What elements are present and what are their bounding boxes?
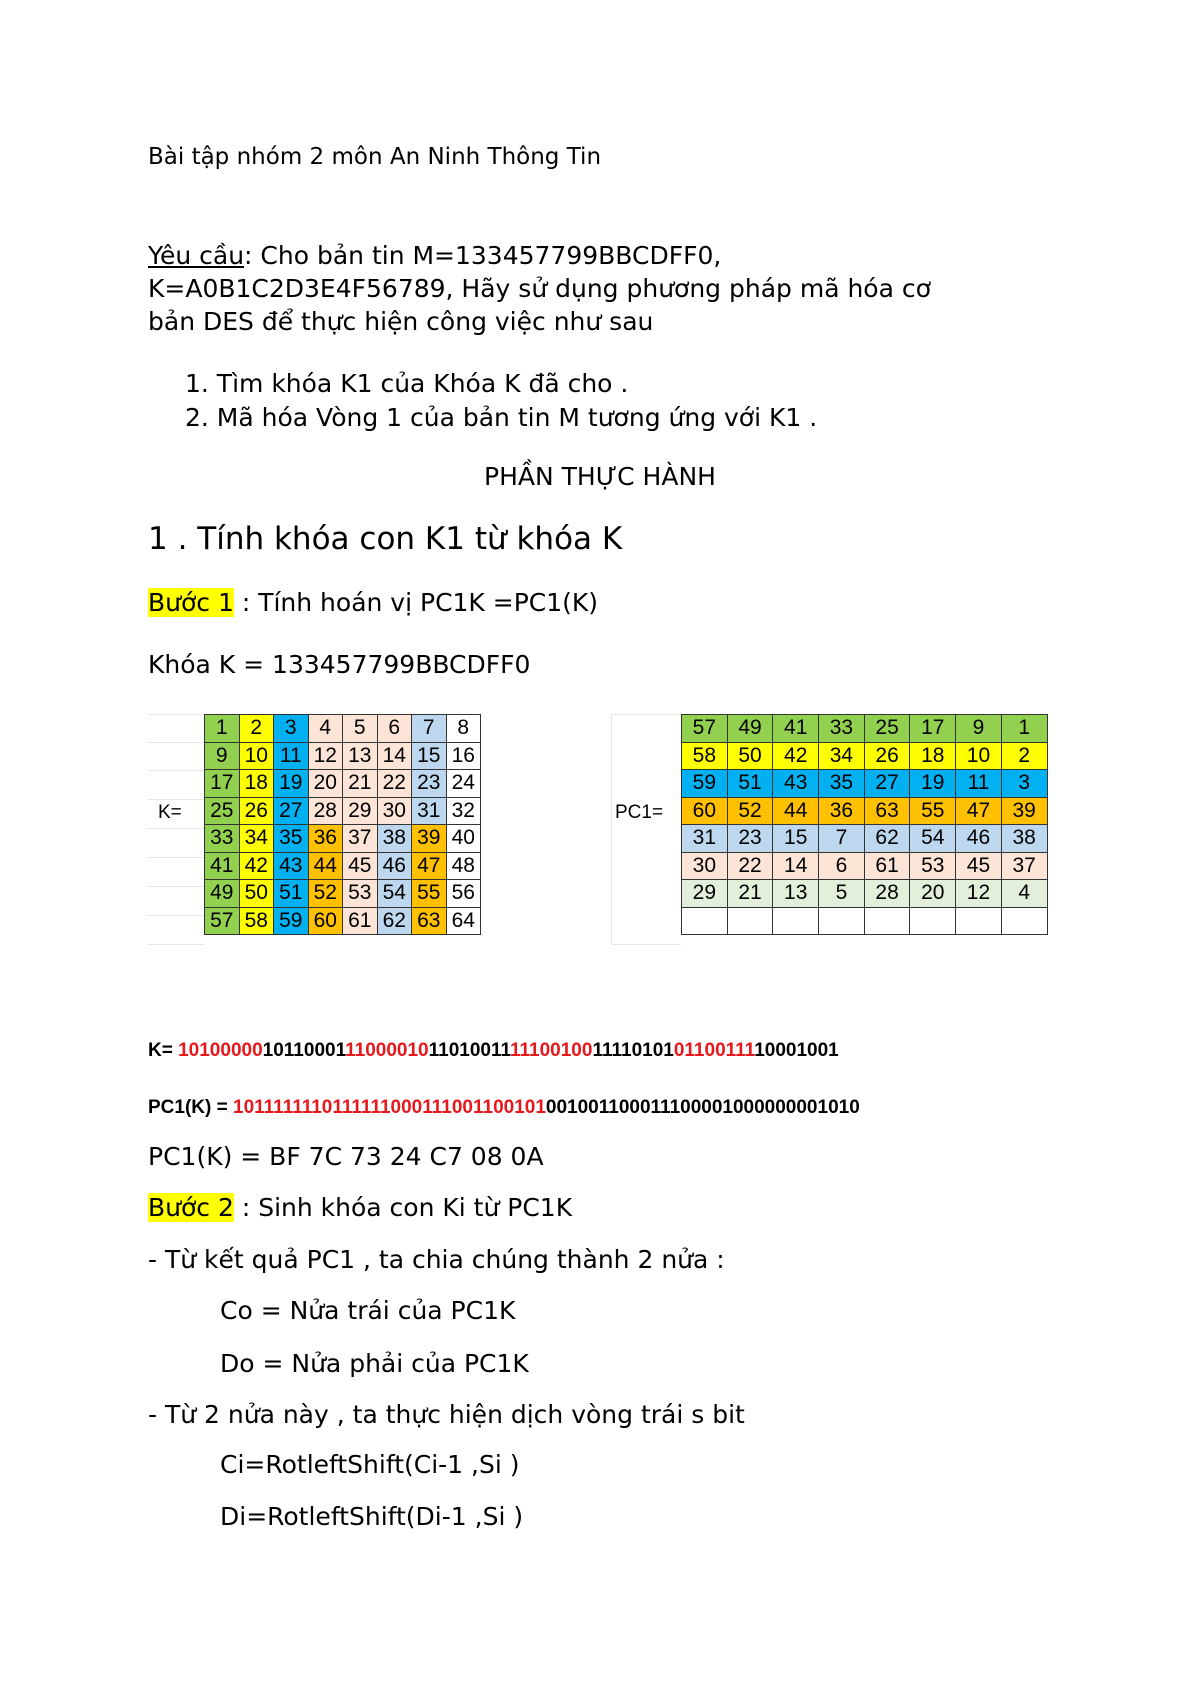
- pc1-table-cell: 38: [1001, 825, 1047, 853]
- k-table-cell: 16: [446, 742, 481, 770]
- k-table-cell: 40: [446, 825, 481, 853]
- k-binary-segment: 10001001: [754, 1040, 839, 1061]
- k-table-cell: 28: [308, 797, 343, 825]
- pc1-table-cell: 44: [773, 797, 819, 825]
- pc1-table-cell: 18: [910, 742, 956, 770]
- table-row: [682, 715, 1048, 743]
- k-table-cell: 56: [446, 880, 481, 908]
- k-table-label: K=: [158, 802, 182, 823]
- k-table-cell: 38: [377, 825, 412, 853]
- pc1-table-cell: 30: [682, 852, 728, 880]
- k-table-cell: 20: [308, 770, 343, 798]
- pc1-table-cell: 5: [819, 880, 865, 908]
- pc1-table-cell: 23: [727, 825, 773, 853]
- k-binary-segment: 10110001: [262, 1040, 346, 1061]
- pc1-table-label: PC1=: [615, 802, 664, 823]
- k-table-cell: 32: [446, 797, 481, 825]
- pc1-table-cell: 17: [910, 715, 956, 743]
- k-table-cell: 13: [343, 742, 378, 770]
- k-table-cell: 48: [446, 852, 481, 880]
- pc1-table-cell: [682, 907, 728, 935]
- k-table-cell: 58: [239, 907, 274, 935]
- pc1-table-cell: 37: [1001, 852, 1047, 880]
- pc1-table-cell: 60: [682, 797, 728, 825]
- k-table-cell: 37: [343, 825, 378, 853]
- table-row: [205, 880, 481, 908]
- k-table-cell: 43: [274, 852, 309, 880]
- pc1-table-cell: 26: [864, 742, 910, 770]
- k-binary-segment: 01100111: [673, 1040, 755, 1061]
- step-1-text: : Tính hoán vị PC1K =PC1(K): [233, 588, 599, 617]
- k-table-cell: 18: [239, 770, 274, 798]
- k-table-cell: 5: [343, 715, 378, 743]
- k-table-cell: 47: [412, 852, 447, 880]
- table-row: [205, 907, 481, 935]
- pc1-table-cell: 45: [956, 852, 1002, 880]
- ci-formula: Ci=RotleftShift(Ci-1 ,Si ): [220, 1450, 520, 1479]
- k-table-cell: 2: [239, 715, 274, 743]
- pc1-table-cell: 19: [910, 770, 956, 798]
- pc1-table-cell: 2: [1001, 742, 1047, 770]
- pc1-table-cell: 33: [819, 715, 865, 743]
- k-binary-line: [148, 1040, 839, 1062]
- k-table-cell: 42: [239, 852, 274, 880]
- table-row: [205, 715, 481, 743]
- pc1-binary-line: [148, 1097, 860, 1119]
- pc1-table-cell: [956, 907, 1002, 935]
- pc1-table-cell: 58: [682, 742, 728, 770]
- k-table-cell: 31: [412, 797, 447, 825]
- k-table-cell: 23: [412, 770, 447, 798]
- table-row: [205, 825, 481, 853]
- k-table-cell: 10: [239, 742, 274, 770]
- k-table-cell: 59: [274, 907, 309, 935]
- k-table-cell: 17: [205, 770, 240, 798]
- pc1-table-cell: 59: [682, 770, 728, 798]
- k-table-cell: 25: [205, 797, 240, 825]
- k-table-cell: 11: [274, 742, 309, 770]
- table-row: [682, 825, 1048, 853]
- k-table-cell: 35: [274, 825, 309, 853]
- shift-intro: - Từ 2 nửa này , ta thực hiện dịch vòng trái s bit: [148, 1400, 745, 1429]
- requirement-text-1: : Cho bản tin M=133457799BBCDFF0,: [244, 241, 722, 270]
- table-row: [205, 852, 481, 880]
- pc1-table-cell: 39: [1001, 797, 1047, 825]
- pc1-table-cell: 7: [819, 825, 865, 853]
- k-table-cell: 46: [377, 852, 412, 880]
- k-binary-segment: 11000010: [345, 1040, 429, 1061]
- k-table-cell: 6: [377, 715, 412, 743]
- k-table-cell: 36: [308, 825, 343, 853]
- sheet-gridline: [148, 857, 204, 858]
- k-binary-segment: 11010011: [428, 1040, 510, 1061]
- k-table-cell: 61: [343, 907, 378, 935]
- k-table-cell: 63: [412, 907, 447, 935]
- k-position-table: [204, 714, 481, 935]
- k-table-cell: 15: [412, 742, 447, 770]
- step-1-line: [148, 588, 598, 617]
- requirement-line-2: K=A0B1C2D3E4F56789, Hãy sử dụng phương pháp mã hóa cơ: [148, 274, 931, 303]
- requirement-label: Yêu cầu: [148, 241, 245, 270]
- pc1-table-cell: 54: [910, 825, 956, 853]
- k-table-cell: 8: [446, 715, 481, 743]
- k-binary-segment: 11100100: [510, 1040, 593, 1061]
- k-table-cell: 53: [343, 880, 378, 908]
- k-table-cell: 52: [308, 880, 343, 908]
- k-table-cell: 54: [377, 880, 412, 908]
- table-row: [682, 880, 1048, 908]
- pc1-table-cell: 6: [819, 852, 865, 880]
- pc1-table-cell: 51: [727, 770, 773, 798]
- k-table-cell: 44: [308, 852, 343, 880]
- k-table-cell: 19: [274, 770, 309, 798]
- d0-definition: Do = Nửa phải của PC1K: [220, 1349, 529, 1378]
- k-table-cell: 49: [205, 880, 240, 908]
- pc1-table-cell: 4: [1001, 880, 1047, 908]
- sheet-gridline: [611, 944, 681, 945]
- k-table-cell: 29: [343, 797, 378, 825]
- pc1-table-cell: 14: [773, 852, 819, 880]
- pc1-table-cell: 13: [773, 880, 819, 908]
- table-row: [682, 742, 1048, 770]
- pc1-table-cell: 3: [1001, 770, 1047, 798]
- k-table-cell: 22: [377, 770, 412, 798]
- pc1-table-cell: 15: [773, 825, 819, 853]
- pc1-table-cell: [819, 907, 865, 935]
- k-table-cell: 64: [446, 907, 481, 935]
- k-table-cell: 39: [412, 825, 447, 853]
- pc1-table-cell: 43: [773, 770, 819, 798]
- pc1-table-cell: 1: [1001, 715, 1047, 743]
- practice-title: PHẦN THỰC HÀNH: [484, 462, 716, 491]
- k-binary-segment: 10100000: [178, 1040, 263, 1061]
- sheet-gridline: [611, 714, 612, 944]
- pc1-table-cell: 12: [956, 880, 1002, 908]
- split-intro: - Từ kết quả PC1 , ta chia chúng thành 2 nửa :: [148, 1245, 725, 1274]
- step-1-label: Bước 1: [148, 588, 234, 617]
- k-table-cell: 41: [205, 852, 240, 880]
- k-table-cell: 24: [446, 770, 481, 798]
- sheet-gridline: [148, 714, 204, 715]
- key-line: Khóa K = 133457799BBCDFF0: [148, 650, 531, 679]
- pc1-table-cell: 21: [727, 880, 773, 908]
- table-row: [682, 852, 1048, 880]
- pc1-table-cell: 25: [864, 715, 910, 743]
- table-row: [682, 770, 1048, 798]
- pc1-table-cell: 55: [910, 797, 956, 825]
- pc1-table-cell: [864, 907, 910, 935]
- sheet-gridline: [148, 828, 204, 829]
- pc1-table-cell: 11: [956, 770, 1002, 798]
- c0-definition: Co = Nửa trái của PC1K: [220, 1296, 516, 1325]
- k-table-cell: 51: [274, 880, 309, 908]
- k-binary-prefix: K=: [148, 1040, 179, 1061]
- pc1-table-cell: [910, 907, 956, 935]
- sheet-gridline: [148, 742, 204, 743]
- k-table-cell: 60: [308, 907, 343, 935]
- k-table-cell: 7: [412, 715, 447, 743]
- k-table-cell: 14: [377, 742, 412, 770]
- pc1-binary-segment: 1011111110111111000111001100101: [233, 1097, 546, 1118]
- k-table-cell: 55: [412, 880, 447, 908]
- k-table-cell: 26: [239, 797, 274, 825]
- step-2-line: [148, 1193, 572, 1222]
- k-table-cell: 3: [274, 715, 309, 743]
- pc1-table-cell: 36: [819, 797, 865, 825]
- pc1-table-cell: 28: [864, 880, 910, 908]
- pc1-table-cell: 20: [910, 880, 956, 908]
- requirement-line-1: [148, 239, 721, 272]
- pc1-table-cell: 27: [864, 770, 910, 798]
- k-table-cell: 45: [343, 852, 378, 880]
- k-table-cell: 21: [343, 770, 378, 798]
- document-header: Bài tập nhóm 2 môn An Ninh Thông Tin: [148, 144, 602, 170]
- pc1-table-cell: 22: [727, 852, 773, 880]
- k-table-cell: 33: [205, 825, 240, 853]
- sheet-gridline: [148, 915, 204, 916]
- pc1-table-cell: 52: [727, 797, 773, 825]
- k-table-cell: 50: [239, 880, 274, 908]
- pc1-table-cell: [727, 907, 773, 935]
- requirement-line-3: bản DES để thực hiện công việc như sau: [148, 307, 654, 336]
- k-table-cell: 34: [239, 825, 274, 853]
- pc1-table-cell: [1001, 907, 1047, 935]
- pc1-table-cell: 42: [773, 742, 819, 770]
- table-row: [205, 770, 481, 798]
- di-formula: Di=RotleftShift(Di-1 ,Si ): [220, 1502, 524, 1531]
- pc1-table-cell: 63: [864, 797, 910, 825]
- sheet-gridline: [148, 944, 204, 945]
- pc1-table-cell: 61: [864, 852, 910, 880]
- pc1-binary-prefix: PC1(K) =: [148, 1097, 233, 1118]
- table-row: [682, 797, 1048, 825]
- pc1-table-cell: 41: [773, 715, 819, 743]
- section-1-title: 1 . Tính khóa con K1 từ khóa K: [148, 521, 623, 557]
- pc1-table-cell: 57: [682, 715, 728, 743]
- sheet-gridline: [148, 770, 204, 771]
- k-table-cell: 27: [274, 797, 309, 825]
- pc1-table-cell: 9: [956, 715, 1002, 743]
- step-2-text: : Sinh khóa con Ki từ PC1K: [233, 1193, 573, 1222]
- pc1-table-cell: 49: [727, 715, 773, 743]
- pc1-table-cell: 47: [956, 797, 1002, 825]
- task-item-1: 1. Tìm khóa K1 của Khóa K đã cho .: [185, 369, 629, 398]
- pc1-table-cell: 35: [819, 770, 865, 798]
- pc1-table-cell: [773, 907, 819, 935]
- pc1-binary-segment: 001001100011100001000000001010: [545, 1097, 860, 1118]
- task-item-2: 2. Mã hóa Vòng 1 của bản tin M tương ứng với K1 .: [185, 403, 818, 432]
- k-table-cell: 1: [205, 715, 240, 743]
- pc1-hex-line: PC1(K) = BF 7C 73 24 C7 08 0A: [148, 1142, 544, 1171]
- k-table-cell: 62: [377, 907, 412, 935]
- table-row: [205, 797, 481, 825]
- pc1-table-cell: 31: [682, 825, 728, 853]
- k-table-cell: 12: [308, 742, 343, 770]
- table-row: [205, 742, 481, 770]
- pc1-permutation-table: [681, 714, 1048, 935]
- sheet-gridline: [611, 714, 681, 715]
- pc1-table-cell: 29: [682, 880, 728, 908]
- table-row: [682, 907, 1048, 935]
- sheet-gridline: [148, 886, 204, 887]
- k-table-cell: 4: [308, 715, 343, 743]
- k-table-cell: 9: [205, 742, 240, 770]
- k-table-cell: 30: [377, 797, 412, 825]
- pc1-table-cell: 46: [956, 825, 1002, 853]
- k-table-cell: 57: [205, 907, 240, 935]
- pc1-table-cell: 62: [864, 825, 910, 853]
- pc1-table-cell: 10: [956, 742, 1002, 770]
- step-2-label: Bước 2: [148, 1193, 234, 1222]
- k-binary-segment: 11110101: [592, 1040, 674, 1061]
- pc1-table-cell: 34: [819, 742, 865, 770]
- sheet-gridline: [148, 799, 204, 800]
- pc1-table-cell: 50: [727, 742, 773, 770]
- pc1-table-cell: 53: [910, 852, 956, 880]
